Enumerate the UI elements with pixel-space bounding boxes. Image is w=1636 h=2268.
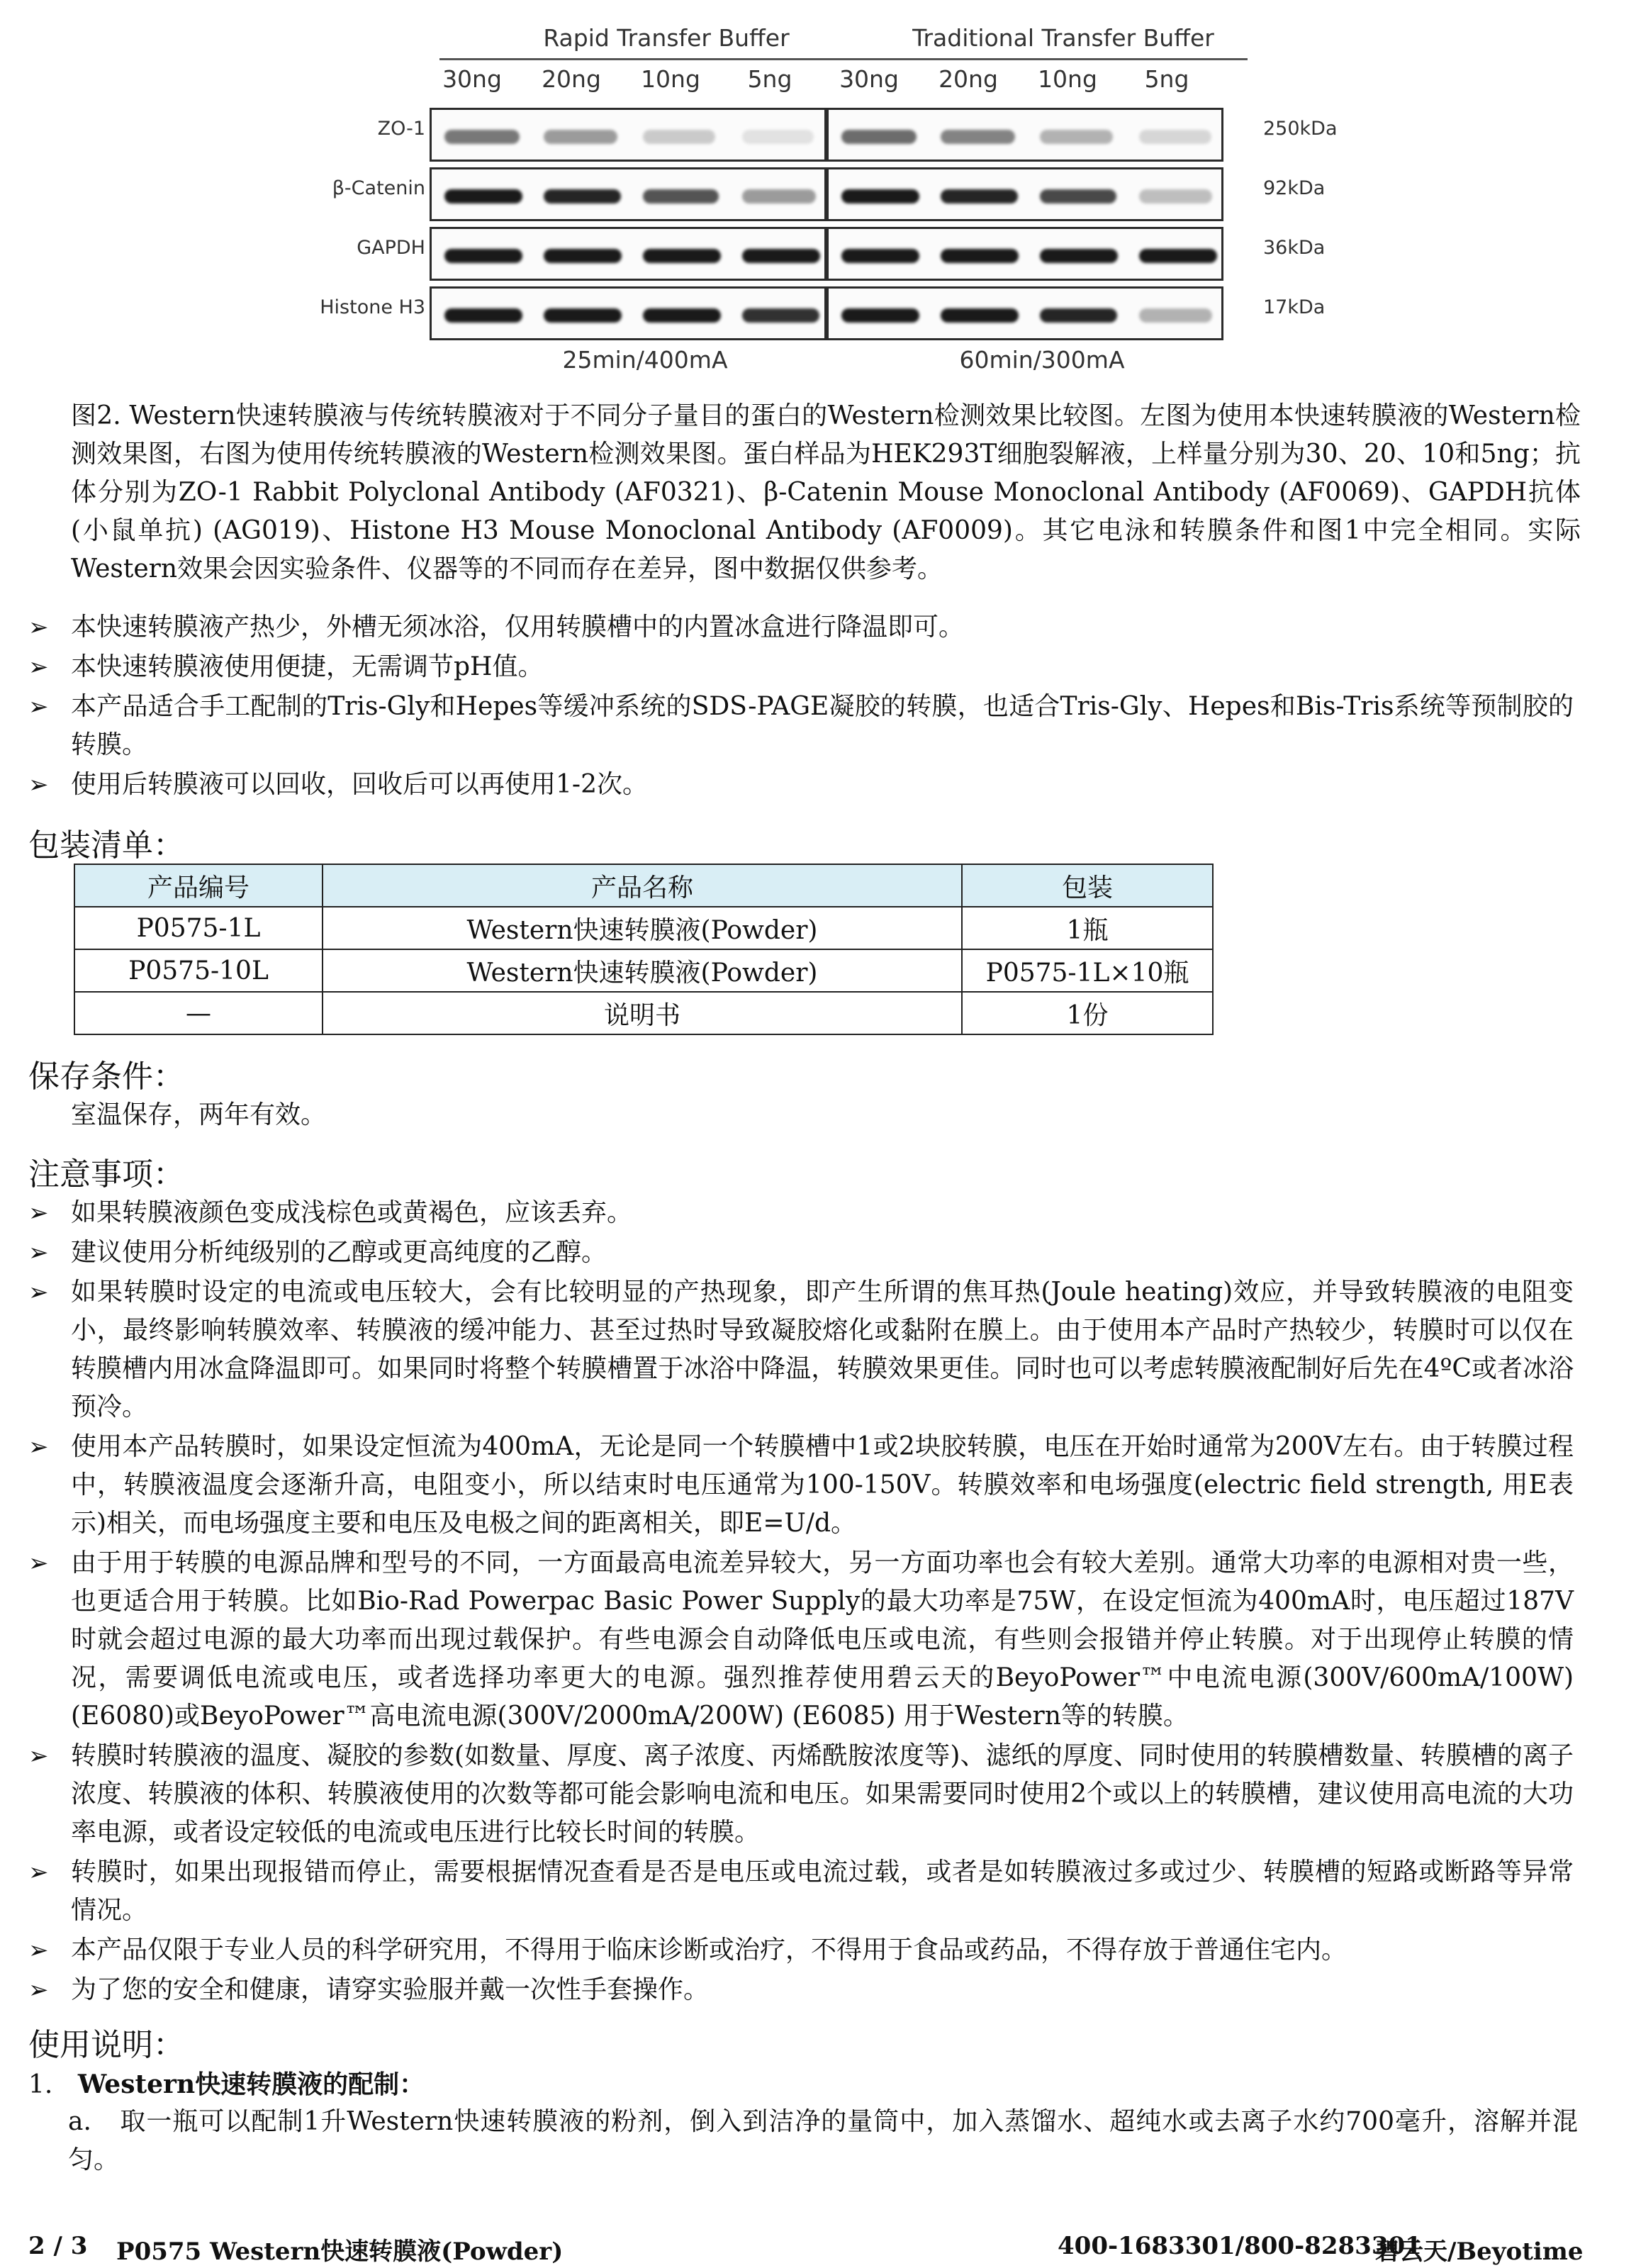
kda-label: 250kDa [1263,118,1338,140]
usage-heading: 使用说明： [28,2027,184,2063]
right-group-underline [836,58,1248,60]
protein-band [1040,308,1117,323]
list-item-text: 本产品仅限于专业人员的科学研究用，不得用于临床诊断或治疗，不得用于食品或药品，不得存放于普通住宅内。 [71,1935,1348,1965]
list-item [28,1971,1574,2009]
list-item-text: 使用本产品转膜时，如果设定恒流为400mA，无论是同一个转膜槽中1或2块胶转膜，电压在开始时通常为200V左右。由于转膜过程中，转膜液温度会逐渐升高，电阻变小，所以结束时电压通常为100-150V。转膜效率和电场强度(electric field strength, 用E表示)相关，而电场强度主要和电压及电极之间的距离相关，即E=U/d。 [71,1432,1574,1538]
notes-list [28,1194,1574,2011]
protein-label: GAPDH [357,237,425,259]
list-item [28,1544,1574,1736]
bullet-arrow-icon: ➢ [28,613,49,642]
blot-panel-right [827,167,1223,221]
packing-table [74,864,1214,1035]
protein-band [643,130,715,144]
protein-band [1139,130,1211,144]
protein-band [941,249,1019,263]
bullet-arrow-icon: ➢ [28,1976,49,2004]
bullet-arrow-icon: ➢ [28,1936,49,1965]
left-condition: 25min/400mA [562,346,728,374]
protein-band [643,308,721,323]
list-item-text: 转膜时转膜液的温度、凝胶的参数(如数量、厚度、离子浓度、丙烯酰胺浓度等)、滤纸的厚度、同时使用的转膜槽数量、转膜槽的离子浓度、转膜液的体积、转膜液使用的次数等都可能会影响电流和电压。如果需要同时使用2个或以上的转膜槽，建议使用高电流的大功率电源，或者设定较低的电流或电压进行比较长时间的转膜。 [71,1741,1574,1847]
blot-panel-left [430,227,827,281]
right-condition: 60min/300mA [959,346,1125,374]
blot-panel-left [430,286,827,340]
kda-label: 92kDa [1263,177,1326,199]
bullet-arrow-icon: ➢ [28,771,49,799]
table-cell: — [74,992,323,1034]
step-title: Western快速转膜液的配制： [77,2069,425,2099]
list-item-text: 建议使用分析纯级别的乙醇或更高纯度的乙醇。 [71,1238,607,1267]
step-1 [28,2065,425,2101]
protein-label: β-Catenin [332,177,425,199]
blot-panel-right [827,286,1223,340]
list-item-text: 为了您的安全和健康，请穿实验服并戴一次性手套操作。 [71,1975,710,2004]
table-cell: 1份 [962,992,1213,1034]
protein-band [941,189,1018,203]
column-header: 产品编号 [74,864,323,907]
left-group-underline [439,58,844,60]
lane-label: 20ng [939,65,998,93]
protein-band [841,308,919,323]
list-item [28,608,1574,647]
list-item [28,1234,1574,1272]
list-item-text: 本快速转膜液使用便捷，无需调节pH值。 [71,652,544,681]
protein-label: ZO-1 [377,118,425,140]
protein-label: Histone H3 [320,296,425,318]
blot-panel-right [827,108,1223,162]
table-header-row [74,864,1213,907]
protein-band [742,308,819,323]
blot-panel-left [430,108,827,162]
protein-band [1139,189,1212,203]
step-number: 1. [28,2070,53,2099]
table-cell: 1瓶 [962,907,1213,949]
protein-band [444,130,520,144]
list-item-text: 本快速转膜液产热少，外槽无须冰浴，仅用转膜槽中的内置冰盒进行降温即可。 [71,613,965,642]
substep-label: a. [68,2107,91,2136]
protein-band [841,249,919,263]
bullet-arrow-icon: ➢ [28,1278,49,1307]
notes-heading: 注意事项： [28,1156,184,1192]
protein-band [742,189,816,203]
list-item-text: 如果转膜时设定的电流或电压较大，会有比较明显的产热现象，即产生所谓的焦耳热(Joule heating)效应，并导致转膜液的电阻变小，最终影响转膜效率、转膜液的缓冲能力、甚至过热时导致凝胶熔化或黏附在膜上。由于使用本产品时产热较少，转膜时可以仅在转膜槽内用冰盒降温即可。如果同时将整个转膜槽置于冰浴中降温，转膜效果更佳。同时也可以考虑转膜液配制好后先在4ºC或者冰浴预冷。 [71,1278,1574,1421]
bullet-arrow-icon: ➢ [28,1742,49,1770]
protein-band [941,130,1015,144]
lane-label: 5ng [1144,65,1189,93]
list-item [28,1194,1574,1232]
protein-band [742,130,814,144]
list-item [28,1273,1574,1426]
figure-caption: 图2. Western快速转膜液与传统转膜液对于不同分子量目的蛋白的Western检测效果比较图。左图为使用本快速转膜液的Western检测效果图，右图为使用传统转膜液的Western检测效果图。蛋白样品为HEK293T细胞裂解液，上样量分别为30、20、10和5ng；抗体分别为ZO-1 Rabbit Polyclonal Antibody (AF0321)、β-Catenin Mouse Monoclonal Antibody (AF0069)、GAPDH抗体(小鼠单抗) (AG019)、Histone H3 Mouse Monoclonal Antibody (AF0009)。其它电泳和转膜条件和图1中完全相同。实际Western效果会因实验条件、仪器等的不同而存在差异，图中数据仅供参考。 [71,401,1581,583]
table-row [74,992,1213,1034]
protein-band [444,249,522,263]
table-cell: P0575-10L [74,949,323,992]
list-item [28,648,1574,686]
bullet-arrow-icon: ➢ [28,1433,49,1461]
footer-product: P0575 Western快速转膜液(Powder) [116,2238,564,2266]
storage-heading: 保存条件： [28,1058,184,1095]
western-blot-figure [298,21,1347,390]
feature-list [28,608,1574,805]
lane-label: 10ng [641,65,700,93]
protein-band [1040,249,1118,263]
list-item [28,1853,1574,1930]
protein-band [742,249,820,263]
table-row [74,949,1213,992]
kda-label: 17kDa [1263,296,1326,318]
list-item [28,1428,1574,1543]
lane-label: 30ng [442,65,502,93]
protein-band [444,189,522,203]
protein-band [1139,249,1217,263]
substep-text: 取一瓶可以配制1升Western快速转膜液的粉剂，倒入到洁净的量筒中，加入蒸馏水、超纯水或去离子水约700毫升，溶解并混匀。 [68,2107,1578,2174]
protein-band [544,308,622,323]
list-item-text: 本产品适合手工配制的Tris-Gly和Hepes等缓冲系统的SDS-PAGE凝胶的转膜，也适合Tris-Gly、Hepes和Bis-Tris系统等预制胶的转膜。 [71,692,1574,759]
column-header: 产品名称 [323,864,962,907]
table-cell: Western快速转膜液(Powder) [323,949,962,992]
lane-label: 30ng [839,65,899,93]
table-row [74,907,1213,949]
protein-band [841,130,917,144]
protein-band [643,189,719,203]
protein-band [841,189,919,203]
bullet-arrow-icon: ➢ [28,1199,49,1227]
protein-band [544,130,617,144]
footer-brand: 碧云天/Beyotime [1375,2238,1584,2266]
bullet-arrow-icon: ➢ [28,1239,49,1267]
lane-label: 10ng [1038,65,1097,93]
list-item [28,1737,1574,1852]
bullet-arrow-icon: ➢ [28,1858,49,1887]
protein-band [643,249,721,263]
bullet-arrow-icon: ➢ [28,1549,49,1577]
lane-label: 20ng [542,65,601,93]
protein-band [544,249,622,263]
packing-heading: 包装清单： [28,827,184,864]
blot-panel-right [827,227,1223,281]
bullet-arrow-icon: ➢ [28,653,49,681]
footer-page-number: 2 / 3 [28,2232,88,2260]
footer-phone: 400-1683301/800-8283301 [1058,2232,1422,2260]
list-item-text: 由于用于转膜的电源品牌和型号的不同，一方面最高电流差异较大，另一方面功率也会有较大差别。通常大功率的电源相对贵一些，也更适合用于转膜。比如Bio-Rad Powerpac Basic Power Supply的最大功率是75W，在设定恒流为400mA时，电压超过187V时就会超过电源的最大功率而出现过载保护。有些电源会自动降低电压或电流，有些则会报错并停止转膜。对于出现停止转膜的情况，需要调低电流或电压，或者选择功率更大的电源。强烈推荐使用碧云天的BeyoPower™中电流电源(300V/600mA/100W) (E6080)或BeyoPower™高电流电源(300V/2000mA/200W) (E6085) 用于Western等的转膜。 [71,1548,1574,1731]
list-item [28,1931,1574,1970]
blot-panel-left [430,167,827,221]
protein-band [1139,308,1212,323]
protein-band [941,308,1019,323]
list-item [28,688,1574,764]
list-item-text: 转膜时，如果出现报错而停止，需要根据情况查看是否是电压或电流过载，或者是如转膜液过多或过少、转膜槽的短路或断路等异常情况。 [71,1858,1574,1925]
list-item [28,766,1574,804]
protein-band [544,189,621,203]
right-group-title: Traditional Transfer Buffer [912,24,1214,52]
lane-label: 5ng [747,65,792,93]
step-1a [68,2103,1578,2179]
table-cell: P0575-1L×10瓶 [962,949,1213,992]
storage-text: 室温保存，两年有效。 [71,1100,327,1129]
protein-band [1040,189,1116,203]
table-cell: Western快速转膜液(Powder) [323,907,962,949]
table-cell: P0575-1L [74,907,323,949]
protein-band [1040,130,1113,144]
left-group-title: Rapid Transfer Buffer [543,24,790,52]
table-cell: 说明书 [323,992,962,1034]
kda-label: 36kDa [1263,237,1326,259]
bullet-arrow-icon: ➢ [28,693,49,721]
protein-band [444,308,522,323]
column-header: 包装 [962,864,1213,907]
list-item-text: 使用后转膜液可以回收，回收后可以再使用1-2次。 [71,770,648,799]
list-item-text: 如果转膜液颜色变成浅棕色或黄褐色，应该丢弃。 [71,1198,633,1227]
